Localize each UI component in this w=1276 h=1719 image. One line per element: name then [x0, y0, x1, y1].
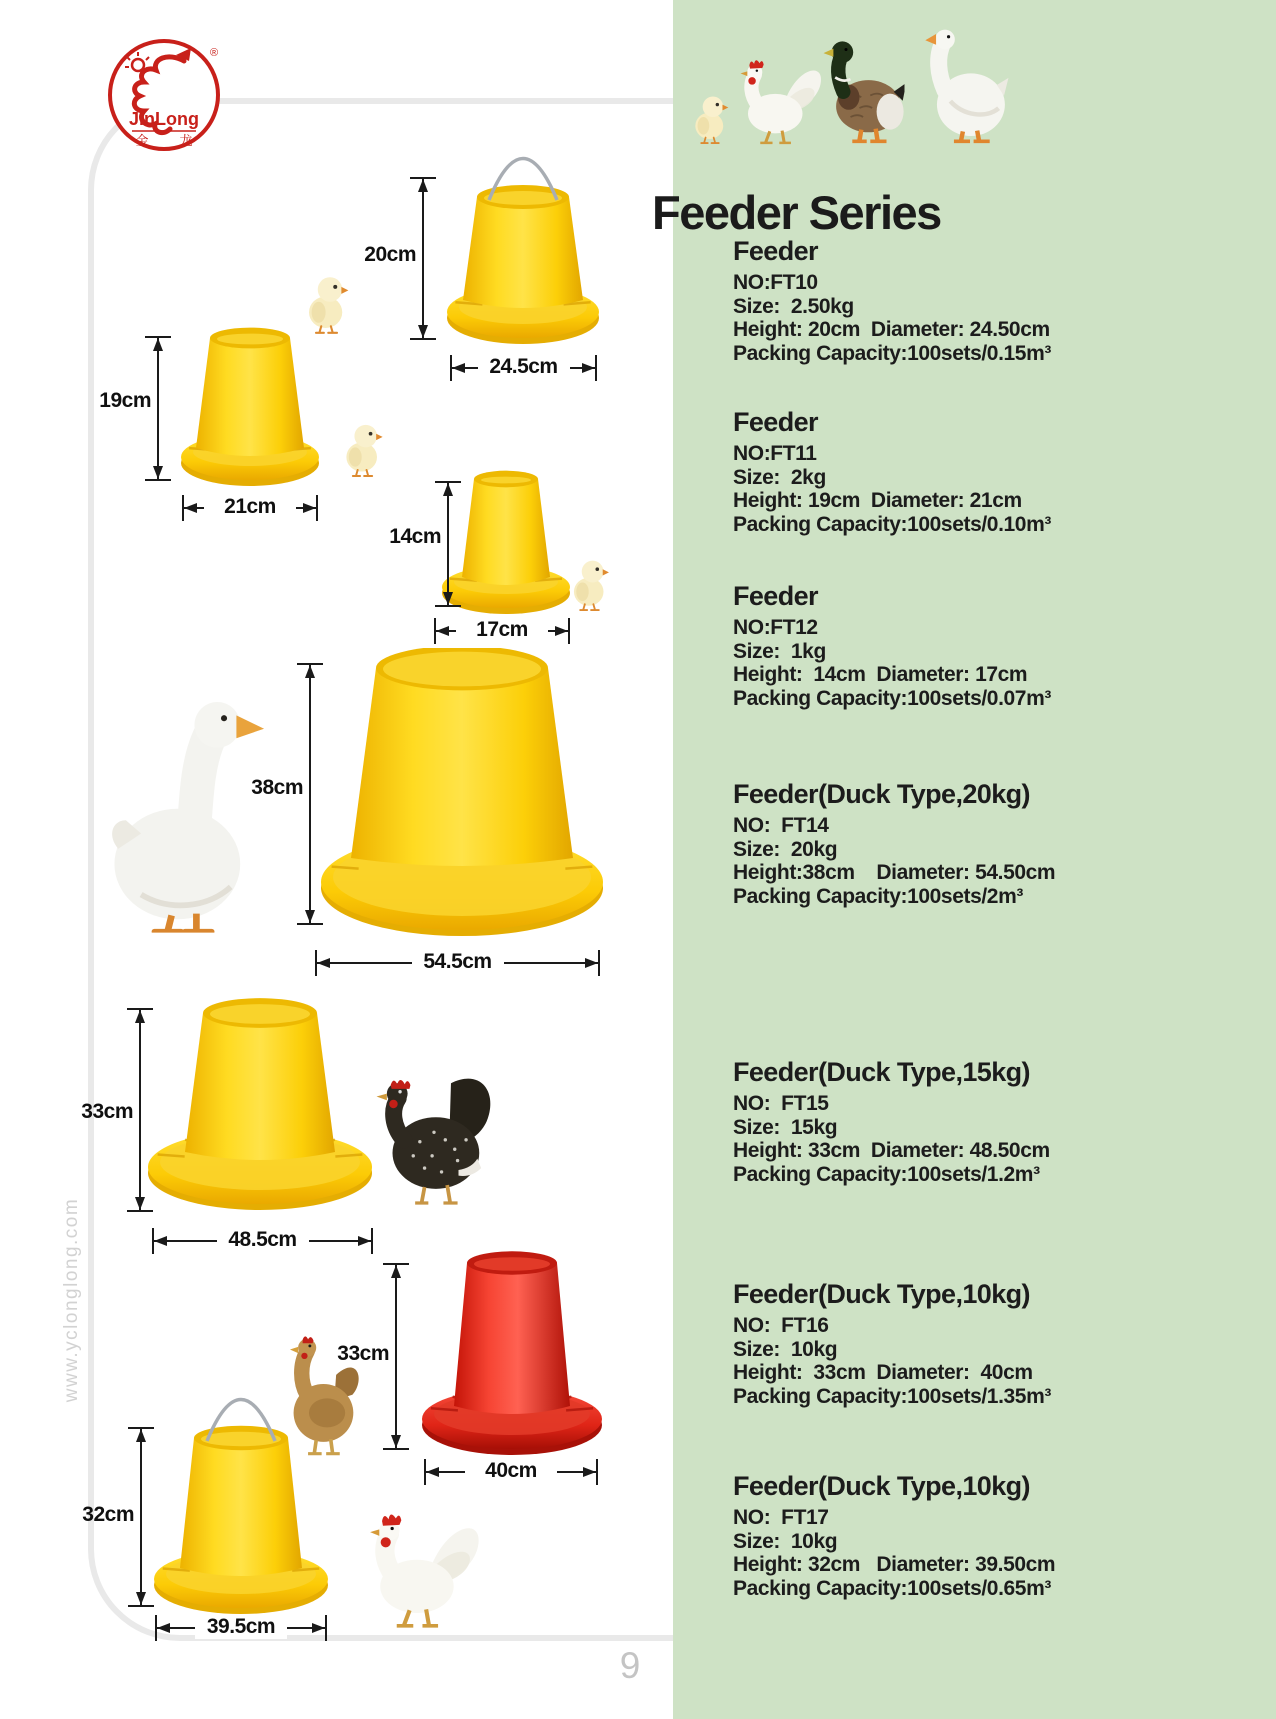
dimension-label-ft16_h: 33cm	[337, 1342, 389, 1365]
white-rooster-image	[360, 1506, 484, 1630]
dimension-label-ft15_h: 33cm	[81, 1100, 133, 1123]
dimension-label-ft14_h: 38cm	[251, 776, 303, 799]
product-size: Size: 2kg	[733, 465, 826, 489]
product-size: Size: 10kg	[733, 1529, 838, 1553]
product-spec-ft10	[733, 236, 1258, 365]
product-name: Feeder	[733, 407, 818, 437]
product-size: Size: 2.50kg	[733, 294, 854, 318]
dimension-label-ft12_d: 17cm	[456, 618, 548, 642]
product-no: NO: FT17	[733, 1506, 829, 1529]
product-no: NO:FT10	[733, 271, 818, 294]
product-name: Feeder	[733, 581, 818, 611]
dimension-label-ft17_d: 39.5cm	[195, 1615, 287, 1639]
dimension-label-ft11_h: 19cm	[99, 389, 151, 412]
product-name: Feeder(Duck Type,20kg)	[733, 779, 1030, 809]
product-dims: Height:38cm Diameter: 54.50cm	[733, 861, 1056, 885]
product-size: Size: 15kg	[733, 1115, 838, 1139]
dimension-label-ft10_h: 20cm	[364, 243, 416, 266]
product-dims: Height: 33cm Diameter: 48.50cm	[733, 1139, 1050, 1163]
banner-rooster-image	[733, 55, 825, 145]
product-name: Feeder	[733, 236, 818, 266]
product-spec-ft14	[733, 779, 1258, 908]
dimension-label-ft17_h: 32cm	[82, 1503, 134, 1526]
feeder-illustration-ft16	[417, 1243, 607, 1457]
feeder-illustration-ft17	[149, 1392, 333, 1616]
product-dims: Height: 19cm Diameter: 21cm	[733, 489, 1022, 513]
product-spec-ft15	[733, 1057, 1258, 1186]
dimension-label-ft10_d: 24.5cm	[478, 355, 570, 379]
product-packing: Packing Capacity:100sets/1.2m³	[733, 1162, 1040, 1186]
product-no: NO: FT16	[733, 1314, 829, 1337]
website-vertical-text: www.yclonglong.com	[61, 1197, 82, 1403]
product-packing: Packing Capacity:100sets/0.65m³	[733, 1576, 1051, 1600]
product-packing: Packing Capacity:100sets/1.35m³	[733, 1384, 1051, 1408]
product-no: NO:FT11	[733, 442, 817, 465]
product-name: Feeder(Duck Type,10kg)	[733, 1279, 1030, 1309]
product-packing: Packing Capacity:100sets/0.10m³	[733, 512, 1051, 536]
product-no: NO: FT15	[733, 1092, 829, 1115]
banner-goose-image	[915, 26, 1017, 144]
dimension-label-ft15_d: 48.5cm	[217, 1228, 309, 1252]
product-dims: Height: 32cm Diameter: 39.50cm	[733, 1553, 1056, 1577]
chick-image	[338, 420, 387, 478]
logo-chinese-left: 金	[135, 133, 149, 148]
page-title: Feeder Series	[652, 186, 941, 240]
dimension-label-ft11_d: 21cm	[204, 495, 296, 519]
product-packing: Packing Capacity:100sets/0.15m³	[733, 341, 1051, 365]
product-name: Feeder(Duck Type,15kg)	[733, 1057, 1030, 1087]
dimension-label-ft14_d: 54.5cm	[412, 950, 504, 974]
product-size: Size: 10kg	[733, 1337, 838, 1361]
jinlong-logo	[104, 34, 226, 158]
white-duck-image	[103, 670, 265, 938]
product-spec-ft11	[733, 407, 1258, 536]
product-no: NO: FT14	[733, 814, 829, 837]
feeder-illustration-ft14	[316, 648, 608, 938]
banner-mallard-duck-image	[818, 36, 910, 144]
product-dims: Height: 14cm Diameter: 17cm	[733, 663, 1028, 687]
product-spec-ft17	[733, 1471, 1258, 1600]
product-packing: Packing Capacity:100sets/0.07m³	[733, 686, 1051, 710]
product-size: Size: 1kg	[733, 639, 826, 663]
logo-chinese-right: 龙	[179, 133, 193, 148]
dimension-label-ft16_d: 40cm	[465, 1459, 557, 1483]
banner-chick-image	[688, 92, 732, 145]
product-no: NO:FT12	[733, 616, 818, 639]
product-spec-ft12	[733, 581, 1258, 710]
dimension-label-ft12_h: 14cm	[389, 525, 441, 548]
feeder-illustration-ft11	[176, 318, 324, 488]
product-dims: Height: 20cm Diameter: 24.50cm	[733, 318, 1050, 342]
product-name: Feeder(Duck Type,10kg)	[733, 1471, 1030, 1501]
logo-brand-text: JinLong	[129, 109, 199, 129]
product-spec-ft16	[733, 1279, 1258, 1408]
product-size: Size: 20kg	[733, 837, 838, 861]
feeder-illustration-ft10	[442, 151, 604, 346]
product-dims: Height: 33cm Diameter: 40cm	[733, 1361, 1033, 1385]
product-packing: Packing Capacity:100sets/2m³	[733, 884, 1023, 908]
page-number: 9	[619, 1645, 641, 1686]
black-hen-image	[368, 1066, 500, 1208]
logo-registered-mark: ®	[210, 47, 219, 59]
feeder-illustration-ft15	[143, 993, 377, 1212]
